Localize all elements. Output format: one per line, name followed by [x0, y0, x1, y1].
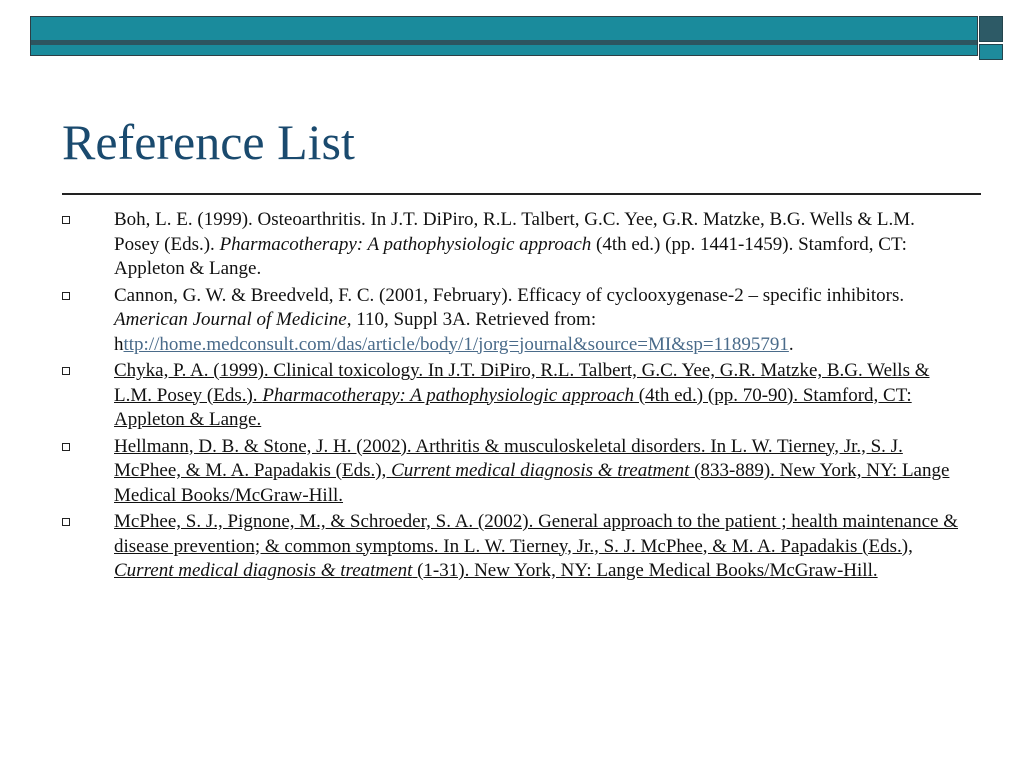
corner-square-top — [979, 16, 1003, 42]
reference-text: (1-31). New York, NY: Lange Medical Books/McGraw-Hill. — [412, 560, 878, 581]
reference-text: McPhee, S. J., Pignone, M., & Schroeder, S. A. (2002). General approach to the patient ; health maintenance & disease prevention; & common symptoms. In L. W. Tierney, Jr., S. J. McPhee, & M. A. Papadakis (Eds.), — [114, 511, 959, 557]
square-bullet-icon — [62, 518, 70, 526]
reference-item — [62, 284, 962, 358]
reference-text: . — [788, 333, 794, 355]
reference-text: (4th ed.) (pp. 70-90). Stamford, CT: Appleton & Lange. — [114, 384, 912, 430]
reference-title: Current medical diagnosis & treatment — [114, 560, 413, 581]
reference-item[interactable] — [62, 510, 962, 584]
reference-text: Hellmann, D. B. & Stone, J. H. (2002). Arthritis & musculoskeletal disorders. In L. W. Tierney, Jr., S. J. McPhee, & M. A. Papadakis (Eds.), — [114, 435, 903, 481]
reference-text: , 110, Suppl 3A. Retrieved from: h — [114, 309, 597, 355]
header-bar — [30, 16, 978, 56]
header-bar-stripe — [31, 40, 977, 45]
reference-text: (4th ed.) (pp. 1441-1459). Stamford, CT: Appleton & Lange. — [114, 233, 907, 279]
reference-text: (833-889). New York, NY: Lange Medical Books/McGraw-Hill. — [114, 460, 950, 506]
reference-title: Pharmacotherapy: A pathophysiologic approach — [262, 384, 634, 406]
reference-link[interactable]: ttp://home.medconsult.com/das/article/body/1/jorg=journal&source=MI&sp=11895791 — [123, 333, 789, 355]
slide-title: Reference List — [62, 114, 355, 170]
title-divider — [62, 193, 981, 195]
reference-title: Current medical diagnosis & treatment — [391, 460, 690, 481]
reference-list — [62, 208, 962, 586]
reference-text: Boh, L. E. (1999). Osteoarthritis. In J.T. DiPiro, R.L. Talbert, G.C. Yee, G.R. Matzke, B.G. Wells & L.M. Posey (Eds.). — [114, 209, 915, 255]
reference-text: Cannon, G. W. & Breedveld, F. C. (2001, February). Efficacy of cyclooxygenase-2 – specific inhibitors. — [114, 284, 905, 306]
reference-item[interactable] — [62, 359, 962, 433]
square-bullet-icon — [62, 367, 70, 375]
reference-text: Chyka, P. A. (1999). Clinical toxicology. In J.T. DiPiro, R.L. Talbert, G.C. Yee, G.R. Matzke, B.G. Wells & L.M. Posey (Eds.). — [114, 360, 930, 406]
reference-item — [62, 208, 962, 282]
square-bullet-icon — [62, 292, 70, 300]
square-bullet-icon — [62, 443, 70, 451]
corner-square-bottom — [979, 44, 1003, 60]
reference-item[interactable] — [62, 435, 962, 509]
square-bullet-icon — [62, 216, 70, 224]
reference-title: American Journal of Medicine — [114, 309, 347, 330]
reference-title: Pharmacotherapy: A pathophysiologic approach — [219, 233, 592, 255]
